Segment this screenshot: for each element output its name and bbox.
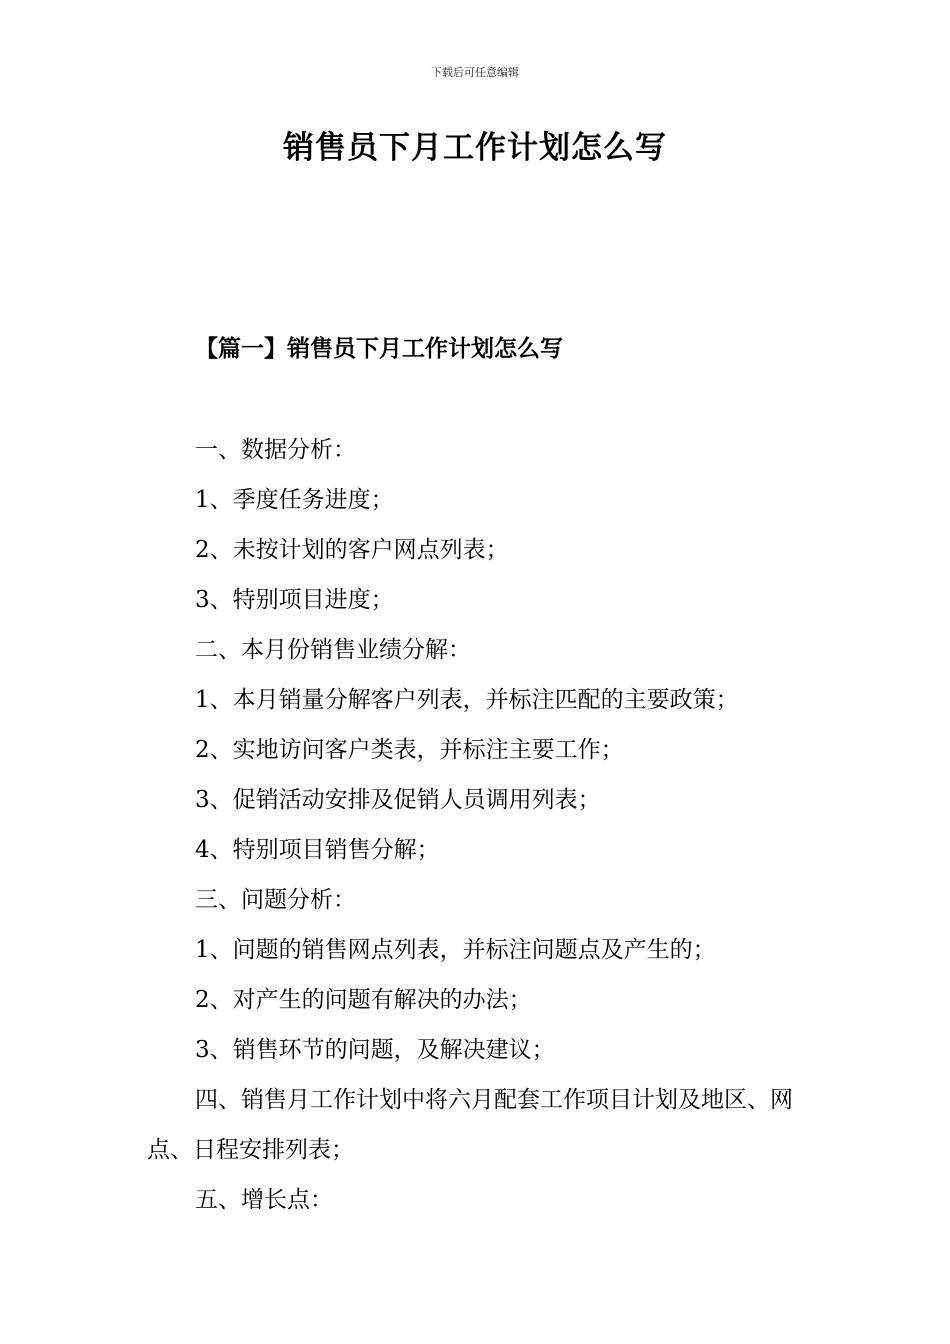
document-body <box>147 425 827 1225</box>
paragraph-line: 五、增长点： <box>195 1187 333 1213</box>
paragraph-line: 2、实地访问客户类表，并标注主要工作； <box>195 737 624 763</box>
paragraph-line: 4、特别项目销售分解； <box>195 837 440 863</box>
paragraph-line: 二、本月份销售业绩分解： <box>195 637 471 663</box>
paragraph-line: 一、数据分析： <box>195 437 356 463</box>
page-header-note: 下载后可任意编辑 <box>431 66 519 79</box>
paragraph-line: 2、对产生的问题有解决的办法； <box>195 987 532 1013</box>
paragraph-line: 1、本月销量分解客户列表，并标注匹配的主要政策； <box>195 687 739 713</box>
paragraph-line: 三、问题分析： <box>195 887 356 913</box>
paragraph-line: 1、季度任务进度； <box>195 487 394 513</box>
paragraph-line: 1、问题的销售网点列表，并标注问题点及产生的； <box>195 937 716 963</box>
paragraph-line: 四、销售月工作计划中将六月配套工作项目计划及地区、网点、日程安排列表； <box>147 1087 793 1163</box>
paragraph-line: 3、特别项目进度； <box>195 587 394 613</box>
paragraph-line: 3、销售环节的问题，及解决建议； <box>195 1037 555 1063</box>
paragraph-line: 3、促销活动安排及促销人员调用列表； <box>195 787 601 813</box>
paragraph-line: 2、未按计划的客户网点列表； <box>195 537 509 563</box>
section-title: 【篇一】销售员下月工作计划怎么写 <box>195 335 563 362</box>
document-title: 销售员下月工作计划怎么写 <box>283 130 667 166</box>
